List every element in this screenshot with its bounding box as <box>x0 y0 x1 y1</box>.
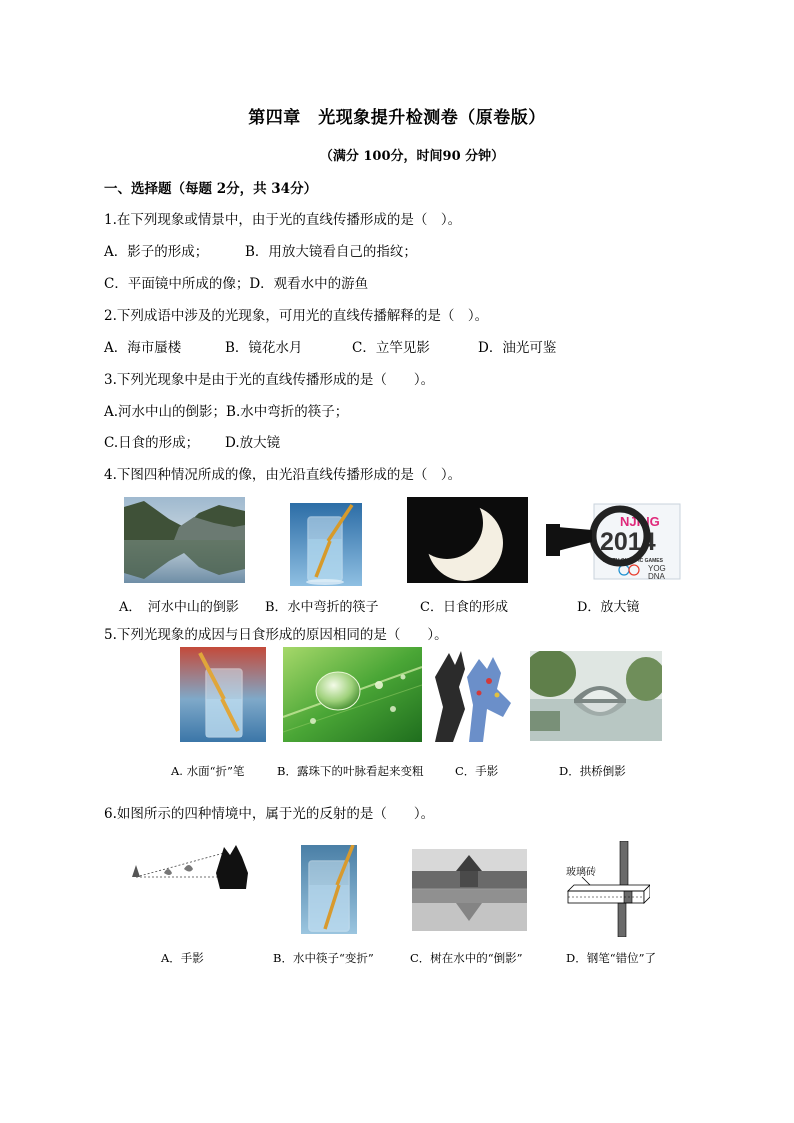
pen-glass-block-image <box>564 841 650 937</box>
section-heading: 一、选择题（每题 2分，共 34分） <box>104 181 318 197</box>
question-4-caption-d: D．放大镜 <box>577 600 640 615</box>
page-subtitle: （满分 100分，时间90 分钟） <box>319 149 505 164</box>
question-1-option-a: A．影子的形成； <box>104 244 209 260</box>
question-3-option-ab: A.河水中山的倒影；B.水中弯折的筷子； <box>104 404 349 420</box>
question-2-option-d: D．油光可鉴 <box>478 340 557 356</box>
question-1-option-b: B．用放大镜看自己的指纹； <box>245 244 417 260</box>
bent-chopstick-image <box>290 503 362 586</box>
page-title: 第四章 光现象提升检测卷（原卷版） <box>248 108 546 128</box>
lens-text-1: NJING <box>620 514 660 529</box>
lens-text-4: YOG <box>648 564 666 573</box>
question-1-stem: 1.在下列现象或情景中，由于光的直线传播形成的是（ ）。 <box>104 212 462 228</box>
hand-shadow-image <box>431 647 513 742</box>
question-4-caption-a: A． 河水中山的倒影 <box>119 600 239 615</box>
question-3-stem: 3.下列光现象中是由于光的直线传播形成的是（ ）。 <box>104 372 435 388</box>
shadow-puppet-image <box>124 843 250 889</box>
lens-text-3: YOUTH OLYMPIC GAMES <box>602 558 663 564</box>
question-2-option-a: A．海市蜃楼 <box>104 340 182 356</box>
question-5-caption-b: B．露珠下的叶脉看起来变粗 <box>277 764 424 778</box>
question-6-caption-d: D．钢笔“错位”了 <box>566 951 656 965</box>
question-2-option-b: B．镜花水月 <box>225 340 303 356</box>
mountain-reflection-image <box>124 497 245 583</box>
question-5-caption-a: A. 水面“折”笔 <box>171 764 245 778</box>
question-2-stem: 2.下列成语中涉及的光现象，可用光的直线传播解释的是（ ）。 <box>104 308 489 324</box>
question-5-stem: 5.下列光现象的成因与日食形成的原因相同的是（ ）。 <box>104 627 448 643</box>
question-3-option-c: C.日食的形成； <box>104 435 200 451</box>
question-6-caption-a: A．手影 <box>161 951 204 965</box>
question-5-caption-d: D．拱桥倒影 <box>559 764 626 778</box>
question-4-stem: 4.下图四种情况所成的像，由光沿直线传播形成的是（ ）。 <box>104 467 462 483</box>
question-4-caption-b: B．水中弯折的筷子 <box>265 600 379 615</box>
question-1-option-cd: C．平面镜中所成的像；D．观看水中的游鱼 <box>104 276 369 292</box>
arch-bridge-image <box>530 651 662 741</box>
magnifier-image <box>546 496 681 582</box>
glass-block-label: 玻璃砖 <box>566 867 596 878</box>
pavilion-reflection-image <box>412 849 527 931</box>
question-3-option-d: D.放大镜 <box>225 435 281 451</box>
question-4-caption-c: C．日食的形成 <box>420 600 508 615</box>
question-6-stem: 6.如图所示的四种情境中，属于光的反射的是（ ）。 <box>104 806 435 822</box>
pencil-in-water-image <box>180 647 266 742</box>
question-5-caption-c: C．手影 <box>455 764 499 778</box>
question-6-caption-b: B．水中筷子“变折” <box>273 951 374 965</box>
lens-text-5: DNA <box>648 572 665 581</box>
lens-text-2: 2014 <box>600 528 656 556</box>
dewdrop-leaf-image <box>283 647 422 742</box>
question-6-caption-c: C．树在水中的“倒影” <box>410 951 523 965</box>
solar-eclipse-image <box>407 497 528 583</box>
chopstick-glass-image <box>301 845 357 934</box>
question-2-option-c: C．立竿见影 <box>352 340 430 356</box>
